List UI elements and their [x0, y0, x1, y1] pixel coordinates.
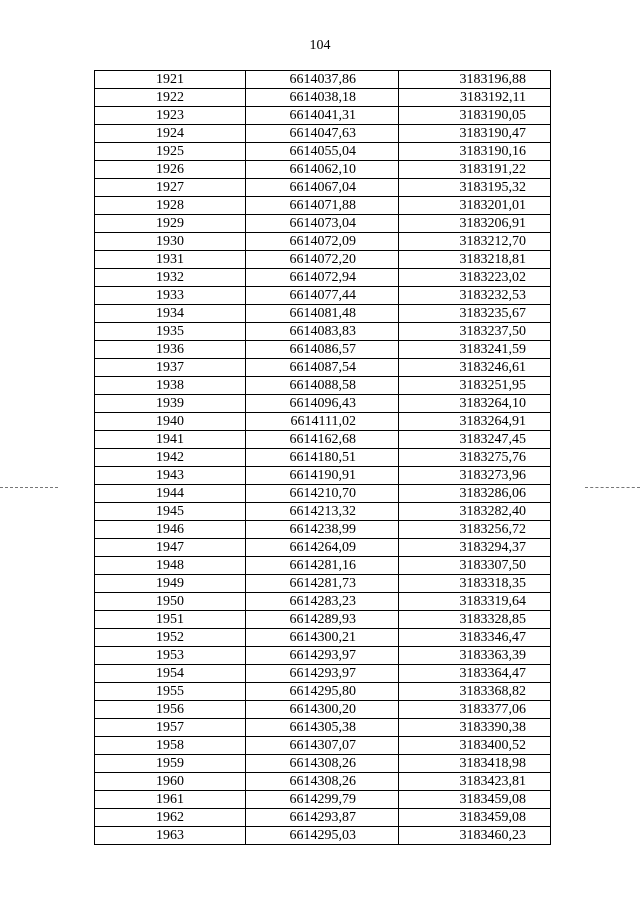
x-coordinate-cell: 6614264,09	[246, 539, 399, 557]
table-row	[95, 89, 551, 107]
table-row	[95, 665, 551, 683]
table-row	[95, 737, 551, 755]
y-coordinate-cell: 3183191,22	[399, 161, 551, 179]
table-row	[95, 503, 551, 521]
table-row	[95, 359, 551, 377]
x-coordinate-cell: 6614293,97	[246, 665, 399, 683]
x-coordinate-cell: 6614062,10	[246, 161, 399, 179]
table-row	[95, 539, 551, 557]
table-row	[95, 449, 551, 467]
table-row	[95, 521, 551, 539]
y-coordinate-cell: 3183241,59	[399, 341, 551, 359]
point-number-cell: 1942	[95, 449, 246, 467]
point-number-cell: 1923	[95, 107, 246, 125]
point-number-cell: 1921	[95, 71, 246, 89]
point-number-cell: 1960	[95, 773, 246, 791]
y-coordinate-cell: 3183368,82	[399, 683, 551, 701]
y-coordinate-cell: 3183256,72	[399, 521, 551, 539]
x-coordinate-cell: 6614096,43	[246, 395, 399, 413]
x-coordinate-cell: 6614190,91	[246, 467, 399, 485]
point-number-cell: 1947	[95, 539, 246, 557]
point-number-cell: 1953	[95, 647, 246, 665]
x-coordinate-cell: 6614307,07	[246, 737, 399, 755]
point-number-cell: 1949	[95, 575, 246, 593]
x-coordinate-cell: 6614308,26	[246, 755, 399, 773]
y-coordinate-cell: 3183273,96	[399, 467, 551, 485]
y-coordinate-cell: 3183237,50	[399, 323, 551, 341]
table-row	[95, 791, 551, 809]
table-row	[95, 413, 551, 431]
table-row	[95, 323, 551, 341]
y-coordinate-cell: 3183192,11	[399, 89, 551, 107]
x-coordinate-cell: 6614295,80	[246, 683, 399, 701]
point-number-cell: 1924	[95, 125, 246, 143]
x-coordinate-cell: 6614213,32	[246, 503, 399, 521]
y-coordinate-cell: 3183264,91	[399, 413, 551, 431]
x-coordinate-cell: 6614281,73	[246, 575, 399, 593]
table-row	[95, 305, 551, 323]
x-coordinate-cell: 6614055,04	[246, 143, 399, 161]
x-coordinate-cell: 6614086,57	[246, 341, 399, 359]
point-number-cell: 1926	[95, 161, 246, 179]
table-row	[95, 719, 551, 737]
y-coordinate-cell: 3183190,05	[399, 107, 551, 125]
x-coordinate-cell: 6614087,54	[246, 359, 399, 377]
y-coordinate-cell: 3183460,23	[399, 827, 551, 845]
table-row	[95, 233, 551, 251]
y-coordinate-cell: 3183363,39	[399, 647, 551, 665]
point-number-cell: 1927	[95, 179, 246, 197]
point-number-cell: 1951	[95, 611, 246, 629]
y-coordinate-cell: 3183318,35	[399, 575, 551, 593]
point-number-cell: 1945	[95, 503, 246, 521]
x-coordinate-cell: 6614238,99	[246, 521, 399, 539]
y-coordinate-cell: 3183364,47	[399, 665, 551, 683]
x-coordinate-cell: 6614072,20	[246, 251, 399, 269]
y-coordinate-cell: 3183196,88	[399, 71, 551, 89]
table-row	[95, 557, 551, 575]
table-row	[95, 485, 551, 503]
point-number-cell: 1956	[95, 701, 246, 719]
point-number-cell: 1946	[95, 521, 246, 539]
point-number-cell: 1950	[95, 593, 246, 611]
table-row	[95, 629, 551, 647]
table-row	[95, 827, 551, 845]
table-row	[95, 575, 551, 593]
x-coordinate-cell: 6614088,58	[246, 377, 399, 395]
x-coordinate-cell: 6614299,79	[246, 791, 399, 809]
point-number-cell: 1943	[95, 467, 246, 485]
table-row	[95, 107, 551, 125]
table-row	[95, 215, 551, 233]
x-coordinate-cell: 6614283,23	[246, 593, 399, 611]
x-coordinate-cell: 6614281,16	[246, 557, 399, 575]
y-coordinate-cell: 3183206,91	[399, 215, 551, 233]
coordinates-table	[94, 70, 551, 845]
y-coordinate-cell: 3183377,06	[399, 701, 551, 719]
point-number-cell: 1961	[95, 791, 246, 809]
y-coordinate-cell: 3183294,37	[399, 539, 551, 557]
x-coordinate-cell: 6614295,03	[246, 827, 399, 845]
point-number-cell: 1958	[95, 737, 246, 755]
point-number-cell: 1932	[95, 269, 246, 287]
x-coordinate-cell: 6614037,86	[246, 71, 399, 89]
y-coordinate-cell: 3183346,47	[399, 629, 551, 647]
y-coordinate-cell: 3183246,61	[399, 359, 551, 377]
point-number-cell: 1937	[95, 359, 246, 377]
point-number-cell: 1957	[95, 719, 246, 737]
x-coordinate-cell: 6614072,09	[246, 233, 399, 251]
table-row	[95, 647, 551, 665]
x-coordinate-cell: 6614308,26	[246, 773, 399, 791]
table-row	[95, 179, 551, 197]
y-coordinate-cell: 3183307,50	[399, 557, 551, 575]
point-number-cell: 1944	[95, 485, 246, 503]
point-number-cell: 1940	[95, 413, 246, 431]
y-coordinate-cell: 3183459,08	[399, 791, 551, 809]
table-row	[95, 611, 551, 629]
y-coordinate-cell: 3183282,40	[399, 503, 551, 521]
table-row	[95, 395, 551, 413]
y-coordinate-cell: 3183223,02	[399, 269, 551, 287]
table-row	[95, 161, 551, 179]
point-number-cell: 1933	[95, 287, 246, 305]
y-coordinate-cell: 3183190,16	[399, 143, 551, 161]
table-row	[95, 809, 551, 827]
x-coordinate-cell: 6614071,88	[246, 197, 399, 215]
point-number-cell: 1929	[95, 215, 246, 233]
x-coordinate-cell: 6614293,97	[246, 647, 399, 665]
y-coordinate-cell: 3183319,64	[399, 593, 551, 611]
x-coordinate-cell: 6614305,38	[246, 719, 399, 737]
y-coordinate-cell: 3183235,67	[399, 305, 551, 323]
x-coordinate-cell: 6614073,04	[246, 215, 399, 233]
coordinates-table-container	[94, 70, 551, 845]
y-coordinate-cell: 3183264,10	[399, 395, 551, 413]
x-coordinate-cell: 6614210,70	[246, 485, 399, 503]
table-row	[95, 251, 551, 269]
y-coordinate-cell: 3183459,08	[399, 809, 551, 827]
y-coordinate-cell: 3183418,98	[399, 755, 551, 773]
point-number-cell: 1939	[95, 395, 246, 413]
table-row	[95, 143, 551, 161]
x-coordinate-cell: 6614077,44	[246, 287, 399, 305]
table-row	[95, 701, 551, 719]
x-coordinate-cell: 6614047,63	[246, 125, 399, 143]
point-number-cell: 1963	[95, 827, 246, 845]
table-row	[95, 755, 551, 773]
y-coordinate-cell: 3183247,45	[399, 431, 551, 449]
table-row	[95, 71, 551, 89]
x-coordinate-cell: 6614081,48	[246, 305, 399, 323]
y-coordinate-cell: 3183286,06	[399, 485, 551, 503]
coordinates-table-body	[95, 71, 551, 845]
point-number-cell: 1931	[95, 251, 246, 269]
x-coordinate-cell: 6614300,20	[246, 701, 399, 719]
y-coordinate-cell: 3183195,32	[399, 179, 551, 197]
y-coordinate-cell: 3183232,53	[399, 287, 551, 305]
y-coordinate-cell: 3183218,81	[399, 251, 551, 269]
point-number-cell: 1928	[95, 197, 246, 215]
x-coordinate-cell: 6614111,02	[246, 413, 399, 431]
table-row	[95, 467, 551, 485]
point-number-cell: 1954	[95, 665, 246, 683]
table-row	[95, 431, 551, 449]
point-number-cell: 1955	[95, 683, 246, 701]
x-coordinate-cell: 6614072,94	[246, 269, 399, 287]
y-coordinate-cell: 3183390,38	[399, 719, 551, 737]
y-coordinate-cell: 3183212,70	[399, 233, 551, 251]
y-coordinate-cell: 3183201,01	[399, 197, 551, 215]
x-coordinate-cell: 6614300,21	[246, 629, 399, 647]
table-row	[95, 287, 551, 305]
table-row	[95, 197, 551, 215]
table-row	[95, 269, 551, 287]
table-row	[95, 341, 551, 359]
x-coordinate-cell: 6614289,93	[246, 611, 399, 629]
y-coordinate-cell: 3183190,47	[399, 125, 551, 143]
table-row	[95, 773, 551, 791]
point-number-cell: 1936	[95, 341, 246, 359]
point-number-cell: 1935	[95, 323, 246, 341]
x-coordinate-cell: 6614041,31	[246, 107, 399, 125]
point-number-cell: 1952	[95, 629, 246, 647]
table-row	[95, 125, 551, 143]
scan-artifact-left	[0, 487, 58, 489]
x-coordinate-cell: 6614083,83	[246, 323, 399, 341]
point-number-cell: 1938	[95, 377, 246, 395]
point-number-cell: 1941	[95, 431, 246, 449]
point-number-cell: 1959	[95, 755, 246, 773]
y-coordinate-cell: 3183251,95	[399, 377, 551, 395]
point-number-cell: 1925	[95, 143, 246, 161]
table-row	[95, 683, 551, 701]
table-row	[95, 593, 551, 611]
point-number-cell: 1930	[95, 233, 246, 251]
x-coordinate-cell: 6614067,04	[246, 179, 399, 197]
scan-artifact-right	[585, 487, 640, 489]
x-coordinate-cell: 6614180,51	[246, 449, 399, 467]
point-number-cell: 1962	[95, 809, 246, 827]
y-coordinate-cell: 3183400,52	[399, 737, 551, 755]
point-number-cell: 1922	[95, 89, 246, 107]
point-number-cell: 1948	[95, 557, 246, 575]
y-coordinate-cell: 3183423,81	[399, 773, 551, 791]
point-number-cell: 1934	[95, 305, 246, 323]
x-coordinate-cell: 6614038,18	[246, 89, 399, 107]
x-coordinate-cell: 6614293,87	[246, 809, 399, 827]
y-coordinate-cell: 3183275,76	[399, 449, 551, 467]
x-coordinate-cell: 6614162,68	[246, 431, 399, 449]
page-number: 104	[309, 38, 331, 53]
table-row	[95, 377, 551, 395]
y-coordinate-cell: 3183328,85	[399, 611, 551, 629]
